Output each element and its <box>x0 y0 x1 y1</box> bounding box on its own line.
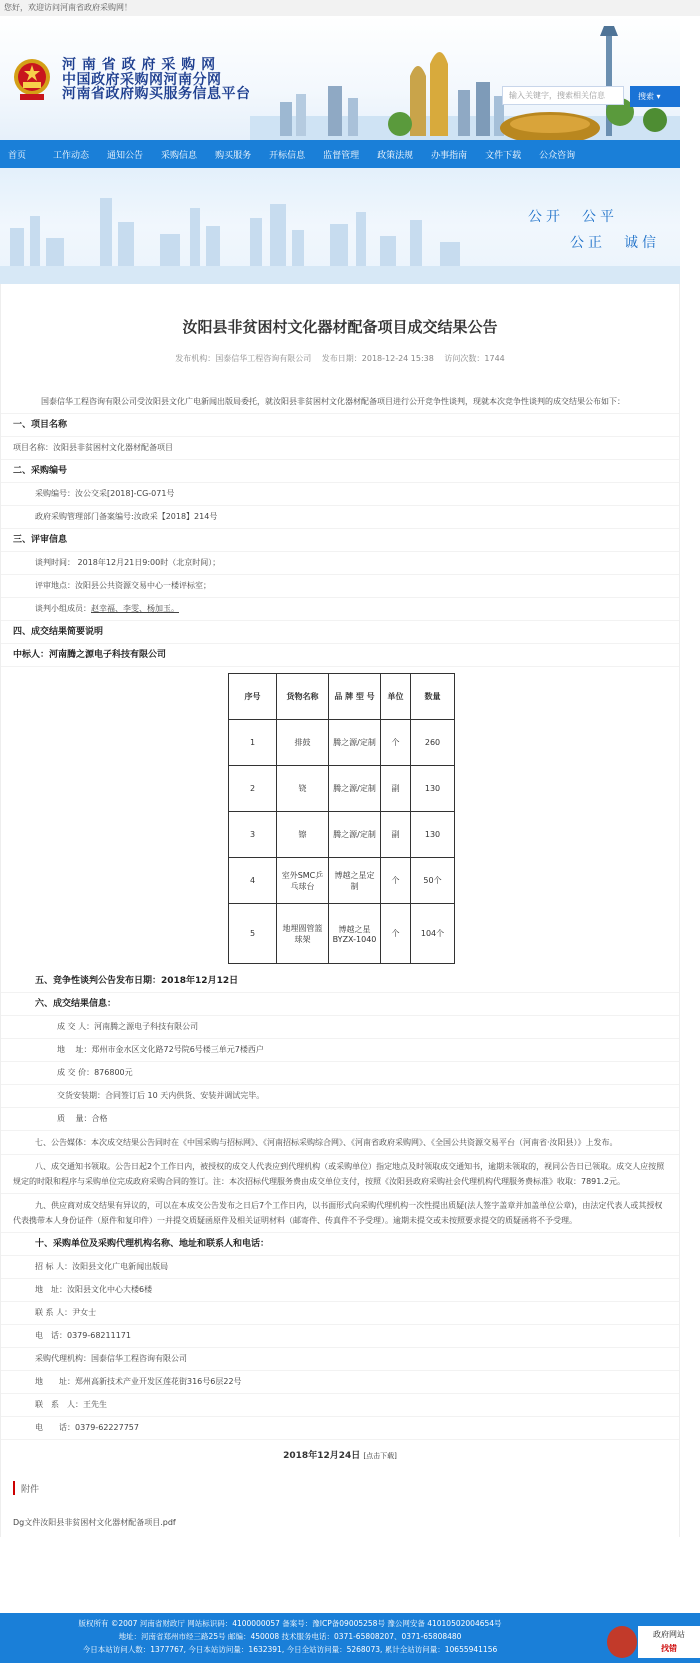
deal-party: 成 交 人：河南腾之源电子科技有限公司 <box>1 1016 679 1039</box>
table-cell: 个 <box>381 858 411 904</box>
sign-date: 2018年12月24日 <box>283 1451 361 1461</box>
table-header-cell: 数量 <box>411 674 455 720</box>
table-cell: 4 <box>229 858 277 904</box>
table-cell: 个 <box>381 720 411 766</box>
search-input[interactable]: 输入关键字，搜索相关信息 <box>502 86 624 105</box>
intro-paragraph: 国泰信华工程咨询有限公司受汝阳县文化广电新闻出版局委托，就汝阳县非贫困村文化器材配备项目进行公开竞争性谈判，现就本次竞争性谈判的成交结果公布如下： <box>1 390 679 414</box>
section-heading: 六、成交结果信息： <box>1 993 679 1016</box>
attachment-link[interactable]: Dg文件汝阳县非贫困村文化器材配备项目.pdf <box>13 1518 176 1527</box>
footer-address: 地址：河南省郑州市经三路25号 邮编：450008 技术服务电话：0371-65808207、0371-65808480 <box>118 1632 462 1641</box>
sign-date-row <box>1 1440 679 1461</box>
report-error-button[interactable]: 找错 <box>661 1644 677 1653</box>
search-button-label: 搜索 <box>638 92 654 101</box>
table-cell: 5 <box>229 904 277 964</box>
table-header-cell: 货物名称 <box>277 674 329 720</box>
table-row <box>229 858 455 904</box>
filing-number: 政府采购管理部门备案编号:汝政采【2018】214号 <box>1 506 679 529</box>
nav-item-procurement-info[interactable]: 采购信息 <box>161 150 198 161</box>
slogan-banner <box>0 168 680 284</box>
section-heading: 五、竞争性谈判公告发布日期：2018年12月12日 <box>1 970 679 993</box>
nav-item-bid-opening[interactable]: 开标信息 <box>269 150 306 161</box>
table-row <box>229 904 455 964</box>
nav-item-consult[interactable]: 公众咨询 <box>539 150 576 161</box>
procurement-number: 采购编号：汝公交采[2018]-CG-071号 <box>1 483 679 506</box>
banner-skyline-illustration <box>0 168 680 284</box>
national-emblem-icon <box>12 56 52 102</box>
table-header-cell: 序号 <box>229 674 277 720</box>
site-title-block[interactable] <box>62 58 251 102</box>
table-cell: 腾之源/定制 <box>329 812 381 858</box>
table-cell: 博越之星定制 <box>329 858 381 904</box>
winning-bidder: 中标人：河南腾之源电子科技有限公司 <box>1 644 679 667</box>
notice-paragraph: 八、成交通知书领取。公告日起2个工作日内，被授权的成交人代表应到代理机构（或采购单位）指定地点及时领取成交通知书，逾期未领取的，视同公告日已领取。成交人应按照规定的时限和程序与采购单位完成政府采购合同的签订。注：本次招标代理服务费由成交单位支付，按照《汝阳县政府采购社会代理机构代理服务费标准》收取：7891.2元。 <box>1 1155 679 1194</box>
city-skyline-illustration <box>250 16 680 140</box>
table-cell: 104个 <box>411 904 455 964</box>
site-title-line1: 河 南 省 政 府 采 购 网 <box>62 57 216 73</box>
table-cell: 50个 <box>411 858 455 904</box>
buyer-name: 招 标 人：汝阳县文化广电新闻出版局 <box>1 1256 679 1279</box>
review-members <box>1 598 679 621</box>
objection-paragraph: 九、供应商对成交结果有异议的，可以在本成交公告发布之日后7个工作日内，以书面形式向采购代理机构一次性提出质疑(法人签字盖章并加盖单位公章)，由法定代表人或其授权代表携带本人身份证件（原件和复印件）一并提交质疑函原件及相关证明材料（邮寄件、传真件不予受理）。逾期未提交或未按照要求提交的质疑函将不予受理。 <box>1 1194 679 1233</box>
section-heading: 三、评审信息 <box>1 529 679 552</box>
table-header-cell: 品 牌 型 号 <box>329 674 381 720</box>
table-cell: 副 <box>381 812 411 858</box>
report-error-title: 政府网站 <box>653 1630 685 1639</box>
result-table <box>228 673 455 964</box>
search-button[interactable]: 搜索 ▾ <box>630 86 680 107</box>
table-cell: 130 <box>411 766 455 812</box>
review-members-label: 谈判小组成员： <box>35 604 91 613</box>
table-cell: 博越之星BYZX-1040 <box>329 904 381 964</box>
agent-contact: 联 系 人：王先生 <box>1 1394 679 1417</box>
footer-stats: 今日本站访问人数：1377767, 今日本站访问量：1632391, 今日全站访问量：5268073, 累计全站访问量：10655941156 <box>82 1645 498 1654</box>
party-badge-icon[interactable] <box>607 1626 637 1658</box>
download-link[interactable]: [点击下载] <box>363 1452 397 1460</box>
table-cell: 腾之源/定制 <box>329 720 381 766</box>
site-footer <box>0 1613 700 1663</box>
welcome-bar <box>0 0 700 16</box>
nav-item-downloads[interactable]: 文件下载 <box>485 150 522 161</box>
table-cell: 镲 <box>277 812 329 858</box>
table-cell: 130 <box>411 812 455 858</box>
table-header-cell: 单位 <box>381 674 411 720</box>
site-title-line2: 中国政府采购网河南分网 <box>62 71 222 88</box>
quality: 质 量：合格 <box>1 1108 679 1131</box>
review-members-names: 赵幸福、李雯、杨加玉。 <box>91 604 179 613</box>
delivery-period: 交货安装期：合同签订后 10 天内供货、安装并调试完毕。 <box>1 1085 679 1108</box>
agent-phone: 电 话：0379-62227757 <box>1 1417 679 1440</box>
table-cell: 1 <box>229 720 277 766</box>
section-heading: 二、采购编号 <box>1 460 679 483</box>
table-cell: 地埋圆管篮球架 <box>277 904 329 964</box>
agent-name: 采购代理机构：国泰信华工程咨询有限公司 <box>1 1348 679 1371</box>
nav-item-supervision[interactable]: 监督管理 <box>323 150 360 161</box>
publisher: 发布机构：国泰信华工程咨询有限公司 <box>175 354 312 363</box>
buyer-address: 地 址：汝阳县文化中心大楼6楼 <box>1 1279 679 1302</box>
site-header <box>0 16 680 140</box>
divider <box>1 372 679 390</box>
table-cell: 副 <box>381 766 411 812</box>
table-cell: 2 <box>229 766 277 812</box>
main-nav <box>0 140 680 168</box>
report-error-widget[interactable] <box>638 1626 700 1658</box>
attachment-heading: 附件 <box>13 1481 679 1495</box>
section-heading: 四、成交结果简要说明 <box>1 621 679 644</box>
table-cell: 铙 <box>277 766 329 812</box>
nav-item-policies[interactable]: 政策法规 <box>377 150 414 161</box>
publish-date: 发布日期：2018-12-24 15:38 <box>321 354 434 363</box>
project-name: 项目名称：汝阳县非贫困村文化器材配备项目 <box>1 437 679 460</box>
slogan-line1: 公开 公平 <box>528 209 618 225</box>
article-meta <box>1 352 679 372</box>
deal-price: 成 交 价：876800元 <box>1 1062 679 1085</box>
footer-copyright: 版权所有 ©2007 河南省财政厅 网站标识码：4100000057 备案号：豫ICP备09005258号 豫公网安备 41010502004654号 <box>78 1619 502 1628</box>
article-content <box>0 284 680 1537</box>
media-paragraph: 七、公告媒体：本次成交结果公告同时在《中国采购与招标网》、《河南招标采购综合网》、《河南省政府采购网》、《全国公共资源交易平台（河南省·汝阳县）》上发布。 <box>1 1131 679 1155</box>
table-cell: 个 <box>381 904 411 964</box>
nav-item-notices[interactable]: 通知公告 <box>107 150 144 161</box>
site-title-line3: 河南省政府购买服务信息平台 <box>62 86 251 102</box>
visit-count: 访问次数：1744 <box>444 354 505 363</box>
article-title: 汝阳县非贫困村文化器材配备项目成交结果公告 <box>182 318 498 336</box>
table-cell: 3 <box>229 812 277 858</box>
nav-item-work-news[interactable]: 工作动态 <box>53 150 90 161</box>
deal-address: 地 址：郑州市金水区文化路72号院6号楼三单元7楼西户 <box>1 1039 679 1062</box>
slogan-line2: 公正 诚信 <box>570 235 660 251</box>
table-cell: 室外SMC乒乓球台 <box>277 858 329 904</box>
table-header-row <box>229 674 455 720</box>
table-row <box>229 720 455 766</box>
review-time: 谈判时间： 2018年12月21日9:00时（北京时间）； <box>1 552 679 575</box>
table-row <box>229 812 455 858</box>
nav-item-purchase-services[interactable]: 购买服务 <box>215 150 252 161</box>
review-place: 评审地点：汝阳县公共资源交易中心一楼评标室； <box>1 575 679 598</box>
agent-address: 地 址：郑州高新技术产业开发区莲花街316号6层22号 <box>1 1371 679 1394</box>
table-cell: 260 <box>411 720 455 766</box>
buyer-contact: 联 系 人：尹女士 <box>1 1302 679 1325</box>
table-row <box>229 766 455 812</box>
section-heading: 一、项目名称 <box>1 414 679 437</box>
nav-item-guide[interactable]: 办事指南 <box>431 150 468 161</box>
section-heading: 十、采购单位及采购代理机构名称、地址和联系人和电话： <box>1 1233 679 1256</box>
buyer-phone: 电 话：0379-68211171 <box>1 1325 679 1348</box>
table-cell: 腾之源/定制 <box>329 766 381 812</box>
table-cell: 排鼓 <box>277 720 329 766</box>
nav-item-home[interactable]: 首页 <box>8 150 27 161</box>
welcome-text: 您好，欢迎访问河南省政府采购网！ <box>4 3 132 12</box>
